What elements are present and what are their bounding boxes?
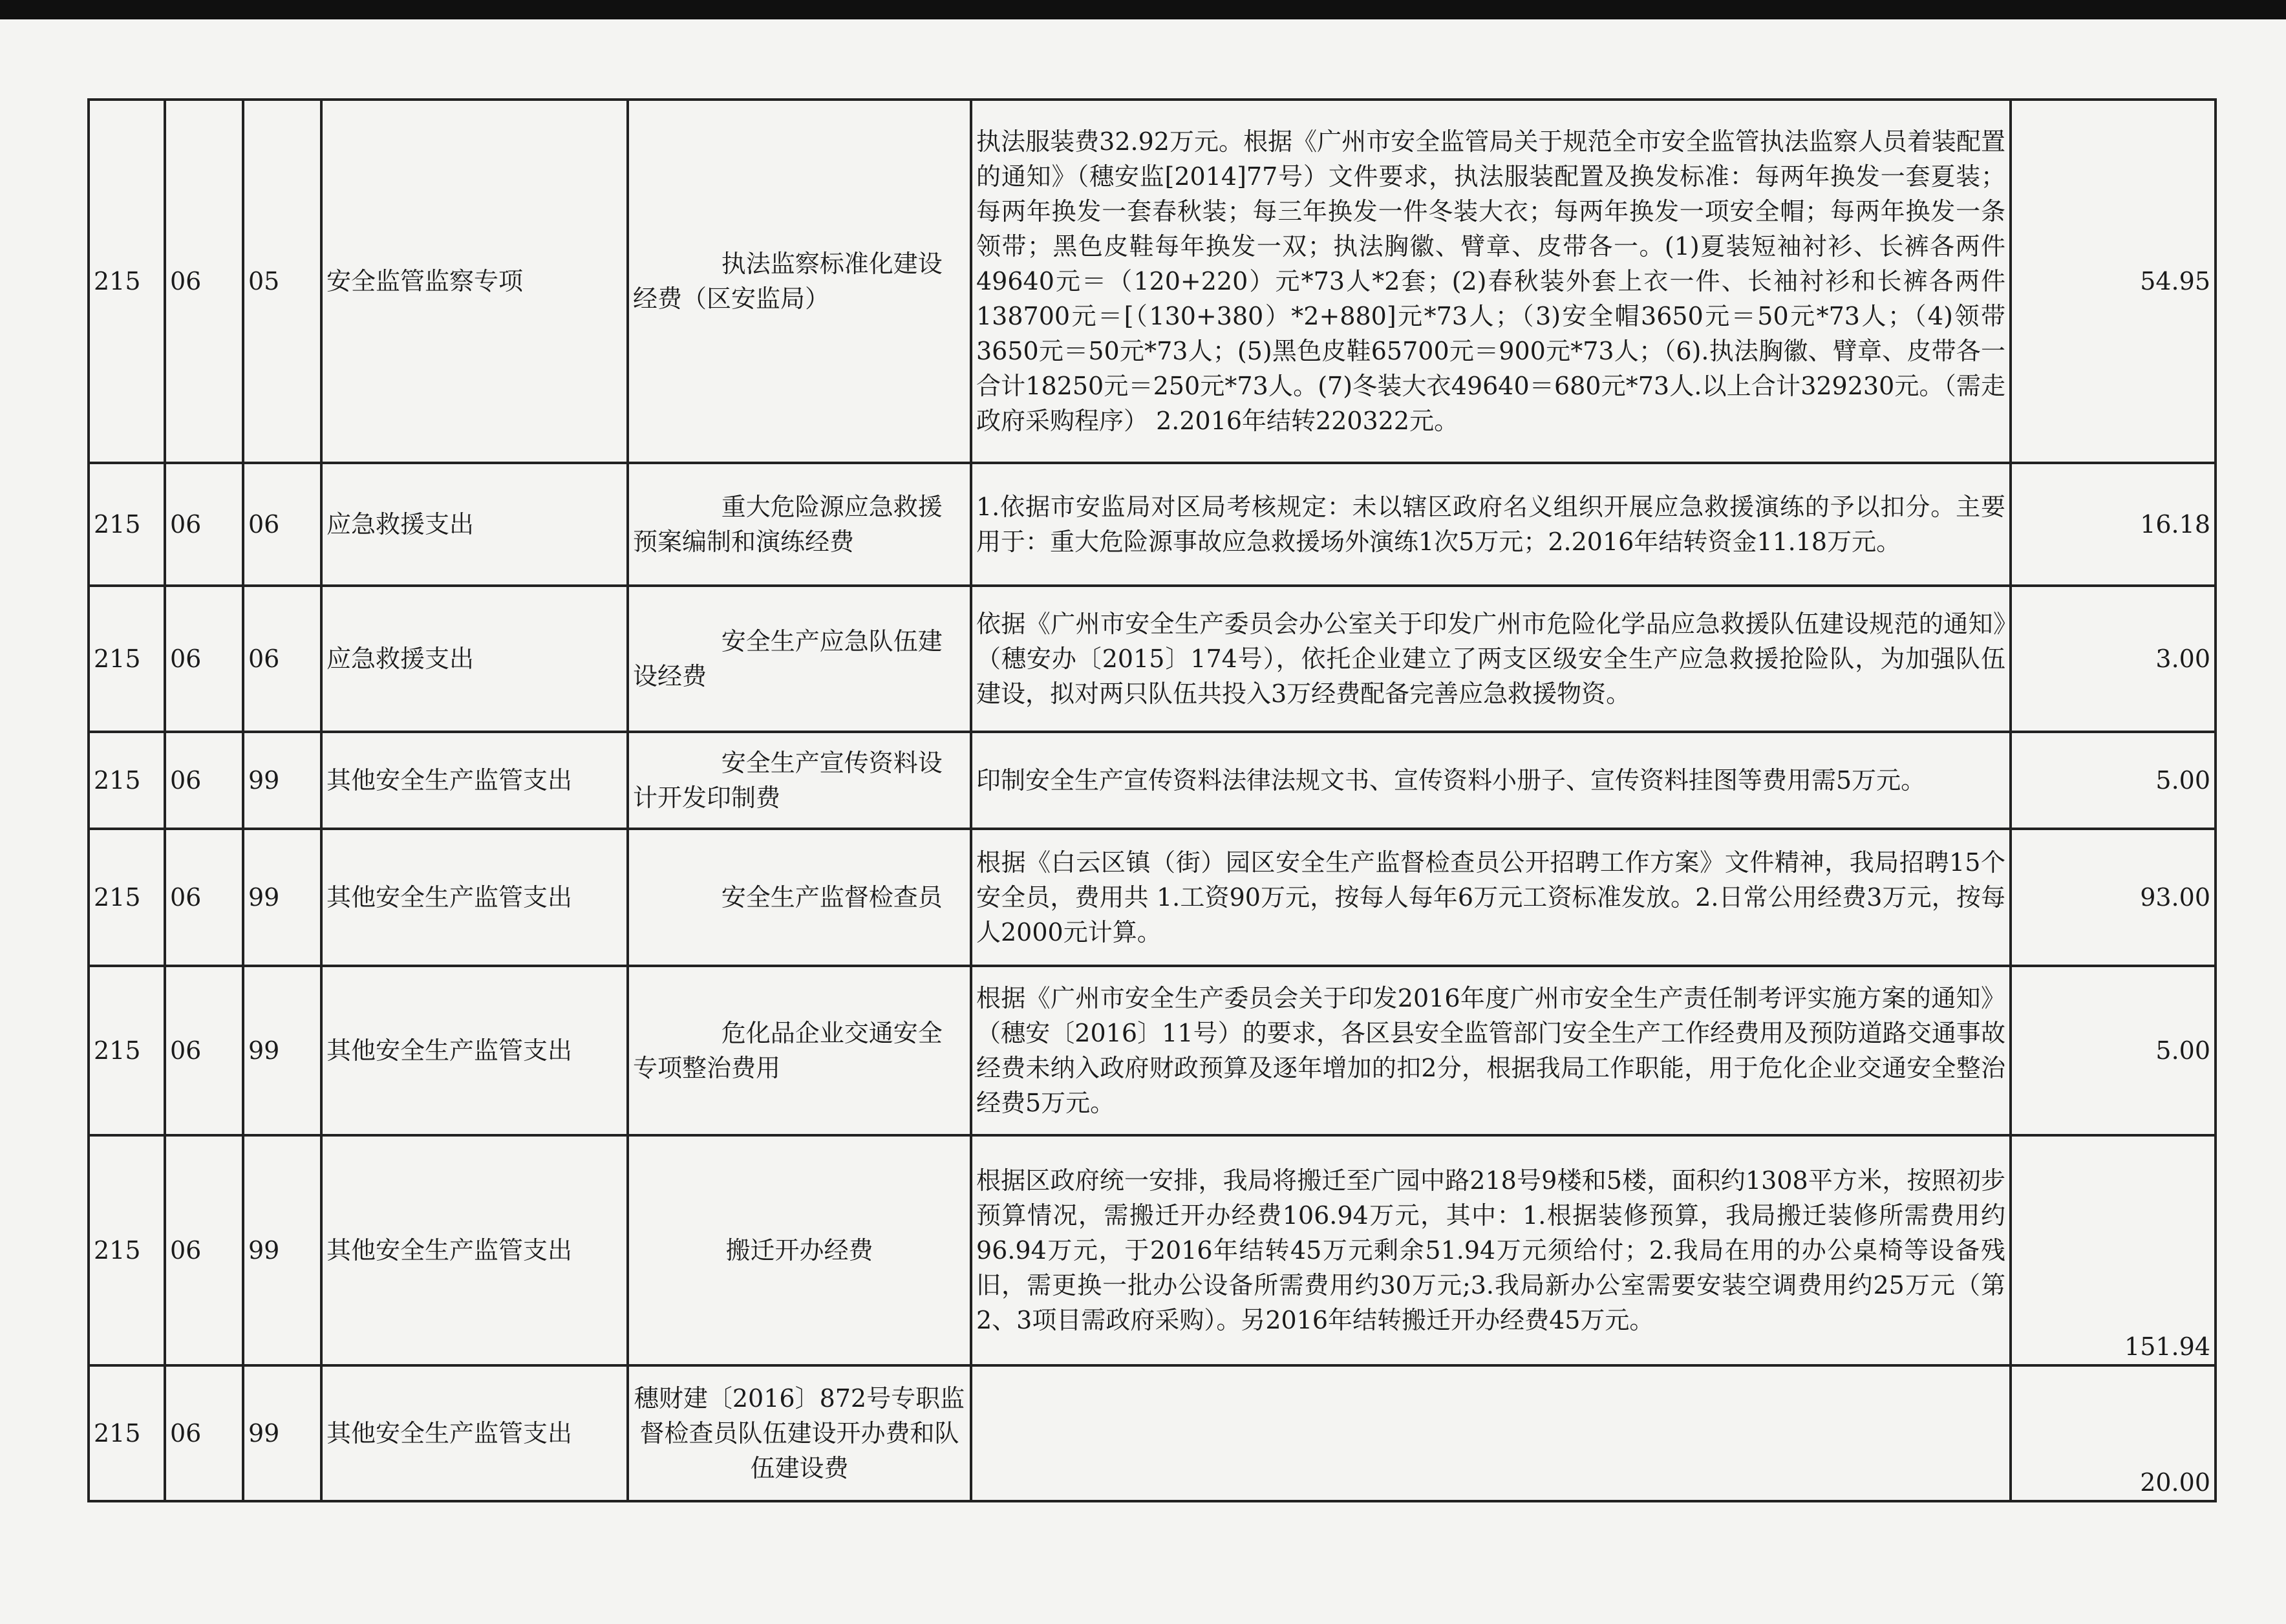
project-name: 穗财建〔2016〕872号专职监督检查员队伍建设开办费和队伍建设费 (628, 1365, 971, 1501)
table-row (89, 463, 2216, 586)
section-code: 06 (165, 829, 243, 966)
class-code: 215 (89, 829, 165, 966)
item-code: 05 (243, 100, 321, 463)
table-row (89, 1365, 2216, 1501)
project-description: 根据《广州市安全生产委员会关于印发2016年度广州市安全生产责任制考评实施方案的通知》（穗安〔2016〕11号）的要求，各区县安全监管部门安全生产工作经费用及预防道路交通事故经费未纳入政府财政预算及逐年增加的扣2分，根据我局工作职能，用于危化企业交通安全整治经费5万元。 (971, 966, 2011, 1135)
class-code: 215 (89, 1135, 165, 1365)
table-row (89, 586, 2216, 732)
item-name: 其他安全生产监管支出 (321, 966, 628, 1135)
item-code: 99 (243, 732, 321, 829)
section-code: 06 (165, 732, 243, 829)
item-code: 99 (243, 1365, 321, 1501)
item-code: 99 (243, 829, 321, 966)
amount-cell: 93.00 (2011, 829, 2216, 966)
scan-top-edge (0, 0, 2286, 19)
class-code: 215 (89, 586, 165, 732)
class-code: 215 (89, 732, 165, 829)
project-description: 根据区政府统一安排，我局将搬迁至广园中路218号9楼和5楼，面积约1308平方米，按照初步预算情况，需搬迁开办经费106.94万元，其中：1.根据装修预算，我局搬迁装修所需费用约96.94万元，于2016年结转45万元剩余51.94万元须给付；2.我局在用的办公桌椅等设备残旧，需更换一批办公设备所需费用约30万元;3.我局新办公室需要安装空调费用约25万元（第2、3项目需政府采购）。另2016年结转搬迁开办经费45万元。 (971, 1135, 2011, 1365)
table-row (89, 100, 2216, 463)
project-name: 安全生产宣传资料设计开发印制费 (628, 732, 971, 829)
project-name: 重大危险源应急救援预案编制和演练经费 (628, 463, 971, 586)
item-code: 99 (243, 966, 321, 1135)
project-name: 执法监察标准化建设经费（区安监局） (628, 100, 971, 463)
item-code: 06 (243, 463, 321, 586)
item-name: 应急救援支出 (321, 463, 628, 586)
project-description: 根据《白云区镇（街）园区安全生产监督检查员公开招聘工作方案》文件精神，我局招聘15个安全员，费用共 1.工资90万元，按每人每年6万元工资标准发放。2.日常公用经费3万元，按每人2000元计算。 (971, 829, 2011, 966)
amount-cell: 5.00 (2011, 732, 2216, 829)
amount-cell: 5.00 (2011, 966, 2216, 1135)
amount-cell: 151.94 (2011, 1135, 2216, 1365)
item-name: 其他安全生产监管支出 (321, 1365, 628, 1501)
amount-cell: 16.18 (2011, 463, 2216, 586)
section-code: 06 (165, 586, 243, 732)
item-name: 其他安全生产监管支出 (321, 829, 628, 966)
table-row (89, 732, 2216, 829)
section-code: 06 (165, 966, 243, 1135)
item-name: 安全监管监察专项 (321, 100, 628, 463)
class-code: 215 (89, 100, 165, 463)
item-name: 其他安全生产监管支出 (321, 1135, 628, 1365)
section-code: 06 (165, 1365, 243, 1501)
project-description: 1.依据市安监局对区局考核规定：未以辖区政府名义组织开展应急救援演练的予以扣分。主要用于：重大危险源事故应急救援场外演练1次5万元；2.2016年结转资金11.18万元。 (971, 463, 2011, 586)
table-row (89, 966, 2216, 1135)
project-name: 危化品企业交通安全专项整治费用 (628, 966, 971, 1135)
project-name: 搬迁开办经费 (628, 1135, 971, 1365)
project-name: 安全生产监督检查员 (628, 829, 971, 966)
item-code: 99 (243, 1135, 321, 1365)
class-code: 215 (89, 463, 165, 586)
amount-cell: 54.95 (2011, 100, 2216, 463)
project-description: 执法服装费32.92万元。根据《广州市安全监管局关于规范全市安全监管执法监察人员着装配置的通知》（穗安监[2014]77号）文件要求，执法服装配置及换发标准：每两年换发一套夏装；每两年换发一套春秋装；每三年换发一件冬装大衣；每两年换发一项安全帽；每两年换发一条领带；黑色皮鞋每年换发一双；执法胸徽、臂章、皮带各一。(1)夏装短袖衬衫、长裤各两件49640元＝（120+220）元*73人*2套；(2)春秋装外套上衣一件、长袖衬衫和长裤各两件138700元＝[（130+380）*2+880]元*73人；（3)安全帽3650元＝50元*73人；（4)领带3650元＝50元*73人；(5)黑色皮鞋65700元＝900元*73人；（6).执法胸徽、臂章、皮带各一合计18250元＝250元*73人。(7)冬装大衣49640＝680元*73人.以上合计329230元。（需走政府采购程序） 2.2016年结转220322元。 (971, 100, 2011, 463)
class-code: 215 (89, 966, 165, 1135)
table-row (89, 829, 2216, 966)
section-code: 06 (165, 100, 243, 463)
budget-table (87, 98, 2217, 1502)
item-name: 应急救援支出 (321, 586, 628, 732)
project-description: 依据《广州市安全生产委员会办公室关于印发广州市危险化学品应急救援队伍建设规范的通知》（穗安办〔2015〕174号），依托企业建立了两支区级安全生产应急救援抢险队，为加强队伍建设，拟对两只队伍共投入3万经费配备完善应急救援物资。 (971, 586, 2011, 732)
section-code: 06 (165, 463, 243, 586)
table-row (89, 1135, 2216, 1365)
project-description: 印制安全生产宣传资料法律法规文书、宣传资料小册子、宣传资料挂图等费用需5万元。 (971, 732, 2011, 829)
amount-cell: 3.00 (2011, 586, 2216, 732)
amount-cell: 20.00 (2011, 1365, 2216, 1501)
project-name: 安全生产应急队伍建设经费 (628, 586, 971, 732)
class-code: 215 (89, 1365, 165, 1501)
project-description (971, 1365, 2011, 1501)
item-code: 06 (243, 586, 321, 732)
item-name: 其他安全生产监管支出 (321, 732, 628, 829)
section-code: 06 (165, 1135, 243, 1365)
